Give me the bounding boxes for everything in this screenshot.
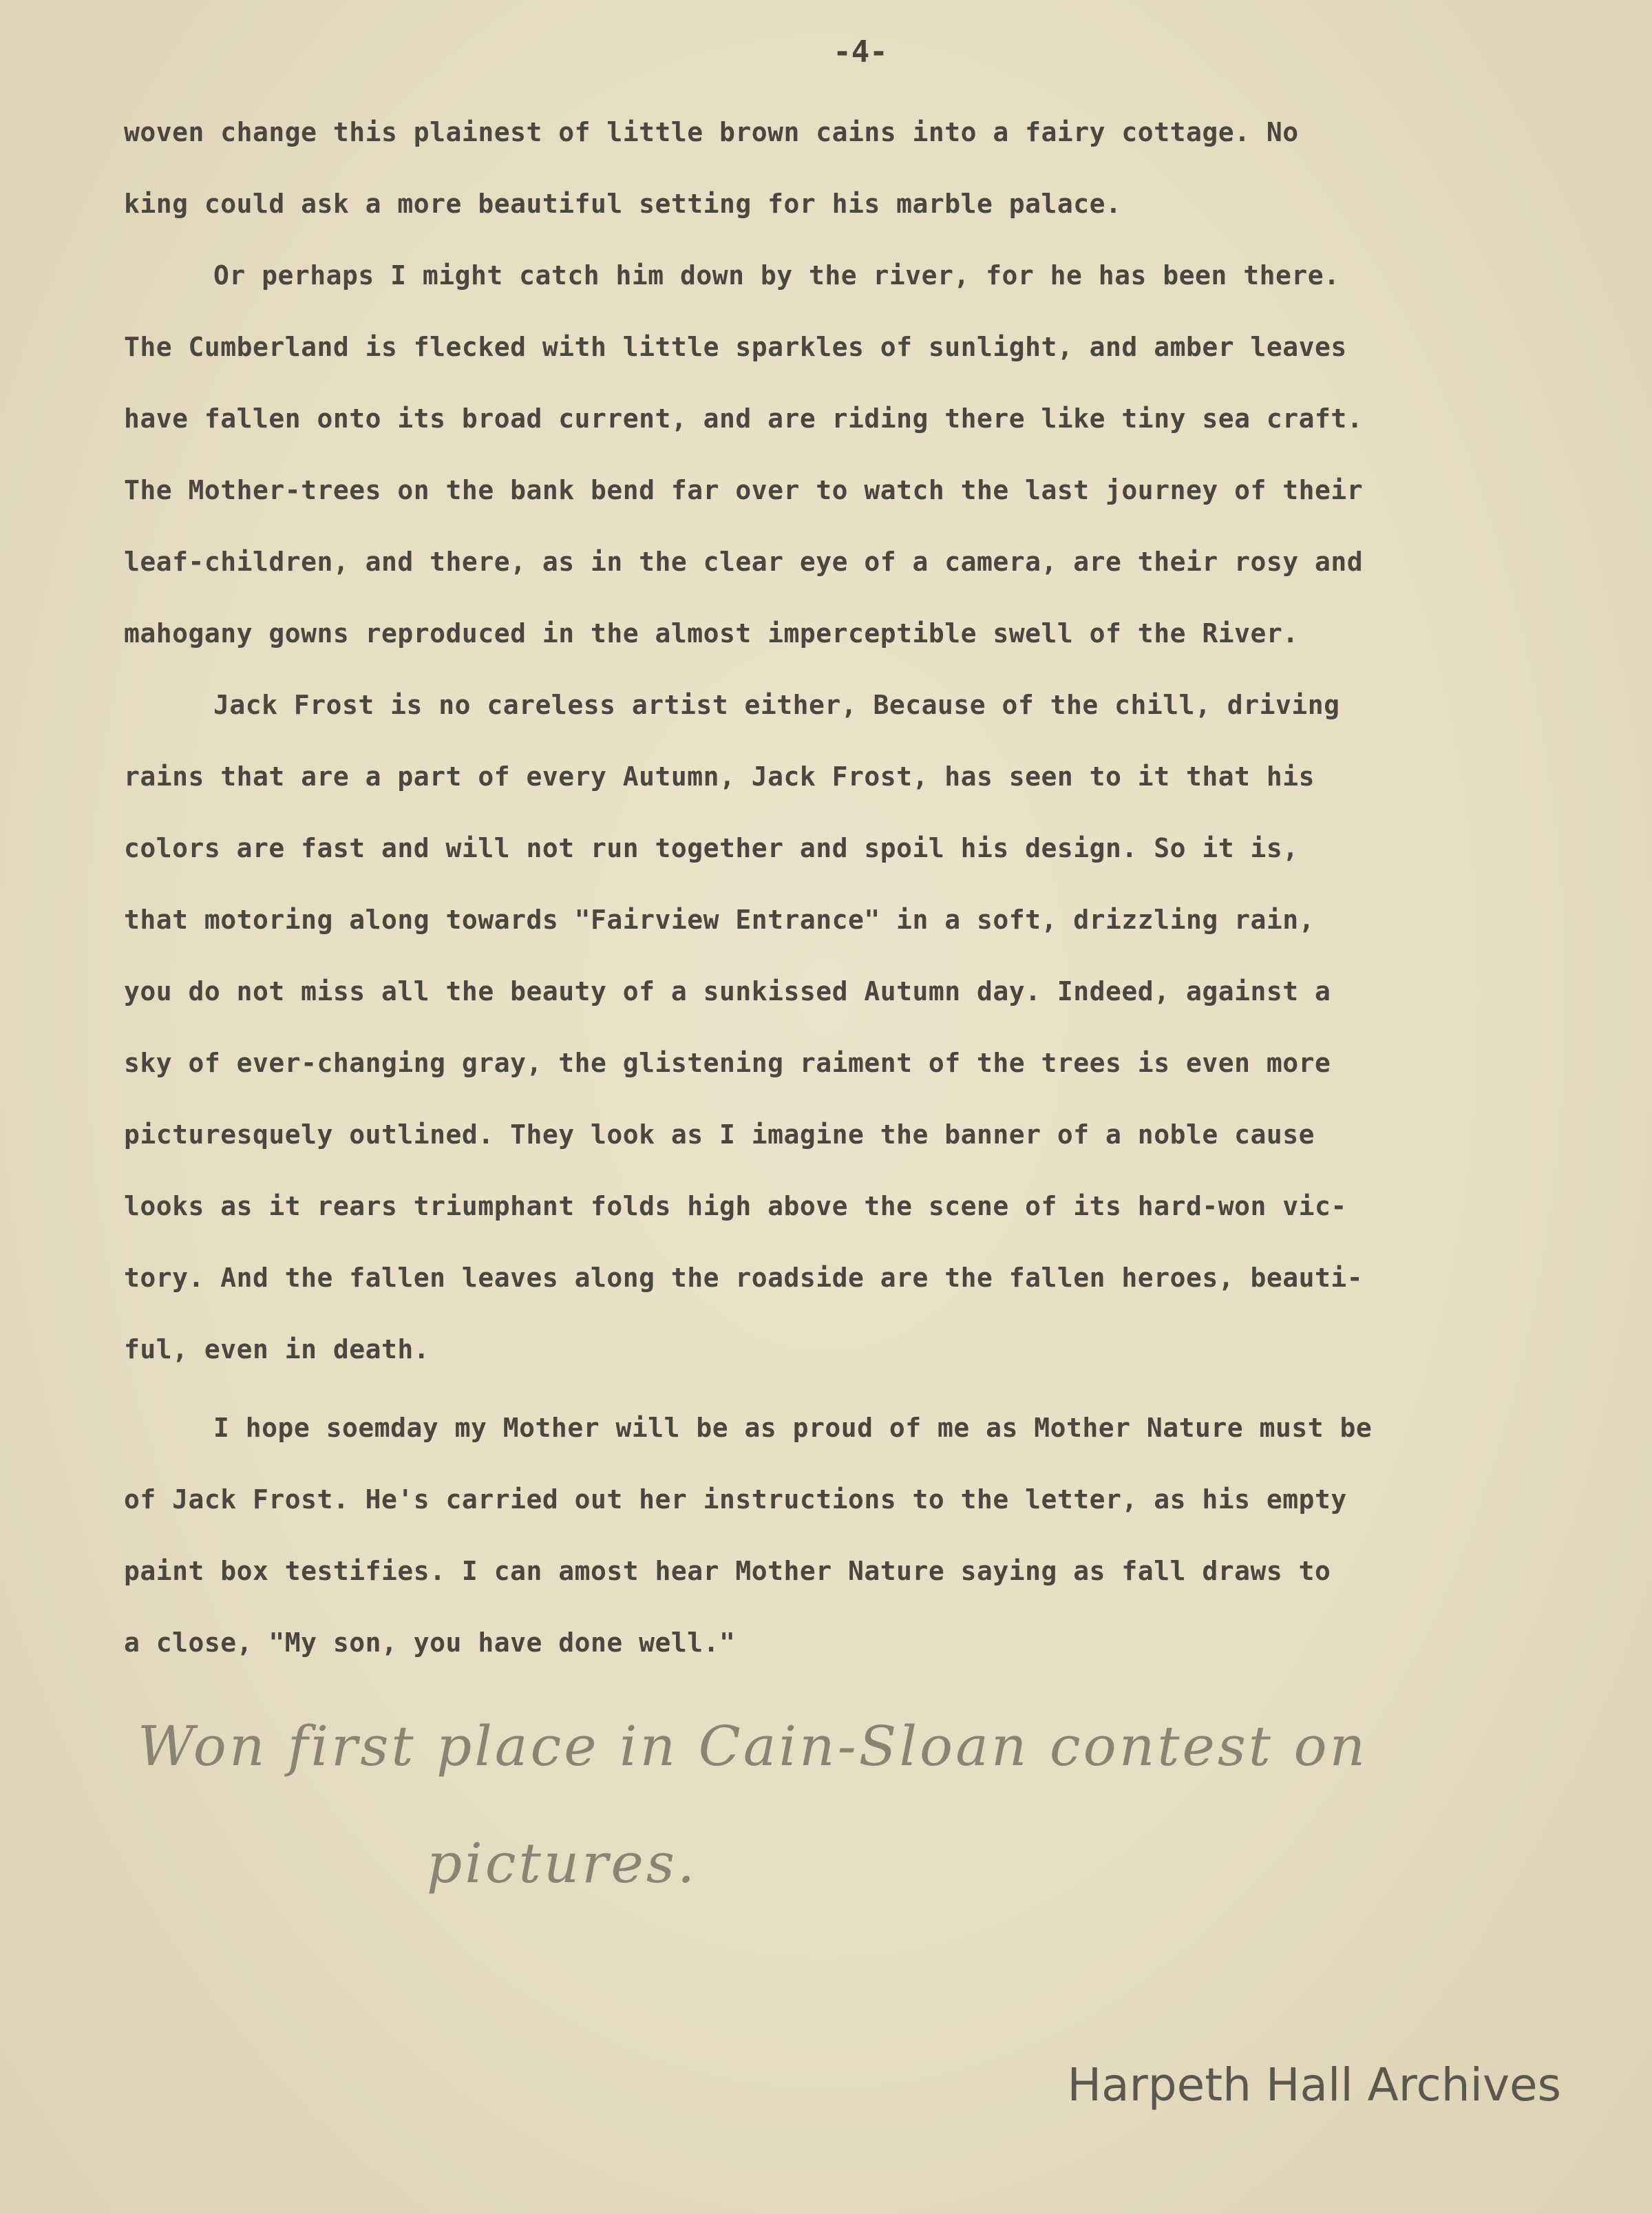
text-line: colors are fast and will not run together and spoil his design. So it is,	[124, 833, 1299, 863]
typed-text-body	[124, 96, 1501, 1678]
archive-watermark: Harpeth Hall Archives	[1067, 2058, 1561, 2111]
text-line: woven change this plainest of little brown cains into a fairy cottage. No	[124, 117, 1299, 147]
text-line: rains that are a part of every Autumn, Jack Frost, has seen to it that his	[124, 761, 1315, 792]
text-line: tory. And the fallen leaves along the roadside are the fallen heroes, beauti-	[124, 1263, 1364, 1293]
text-line: that motoring along towards "Fairview Entrance" in a soft, drizzling rain,	[124, 905, 1315, 935]
text-line: paint box testifies. I can amost hear Mother Nature saying as fall draws to	[124, 1556, 1331, 1586]
text-line: Or perhaps I might catch him down by the river, for he has been there.	[213, 260, 1340, 291]
text-line: The Cumberland is flecked with little sparkles of sunlight, and amber leaves	[124, 332, 1347, 362]
text-line: of Jack Frost. He's carried out her instructions to the letter, as his empty	[124, 1484, 1347, 1515]
text-line: Jack Frost is no careless artist either, Because of the chill, driving	[213, 690, 1340, 720]
text-line: sky of ever-changing gray, the glistening raiment of the trees is even more	[124, 1048, 1331, 1078]
text-line: The Mother-trees on the bank bend far over to watch the last journey of their	[124, 475, 1364, 505]
text-line: I hope soemday my Mother will be as proud of me as Mother Nature must be	[213, 1413, 1373, 1443]
text-line: king could ask a more beautiful setting for his marble palace.	[124, 189, 1122, 219]
text-line: picturesquely outlined. They look as I imagine the banner of a noble cause	[124, 1119, 1315, 1150]
handwritten-note-line: Won first place in Cain-Sloan contest on	[138, 1714, 1368, 1778]
text-line: have fallen onto its broad current, and are riding there like tiny sea craft.	[124, 403, 1364, 434]
text-line: a close, "My son, you have done well."	[124, 1627, 736, 1658]
text-line: looks as it rears triumphant folds high above the scene of its hard-won vic-	[124, 1191, 1347, 1221]
text-line: you do not miss all the beauty of a sunkissed Autumn day. Indeed, against a	[124, 976, 1331, 1006]
text-line: ful, even in death.	[124, 1334, 430, 1364]
handwritten-note-line: pictures.	[427, 1831, 698, 1895]
page-number: -4-	[833, 34, 888, 70]
text-line: mahogany gowns reproduced in the almost imperceptible swell of the River.	[124, 618, 1299, 649]
text-line: leaf-children, and there, as in the clear eye of a camera, are their rosy and	[124, 547, 1364, 577]
